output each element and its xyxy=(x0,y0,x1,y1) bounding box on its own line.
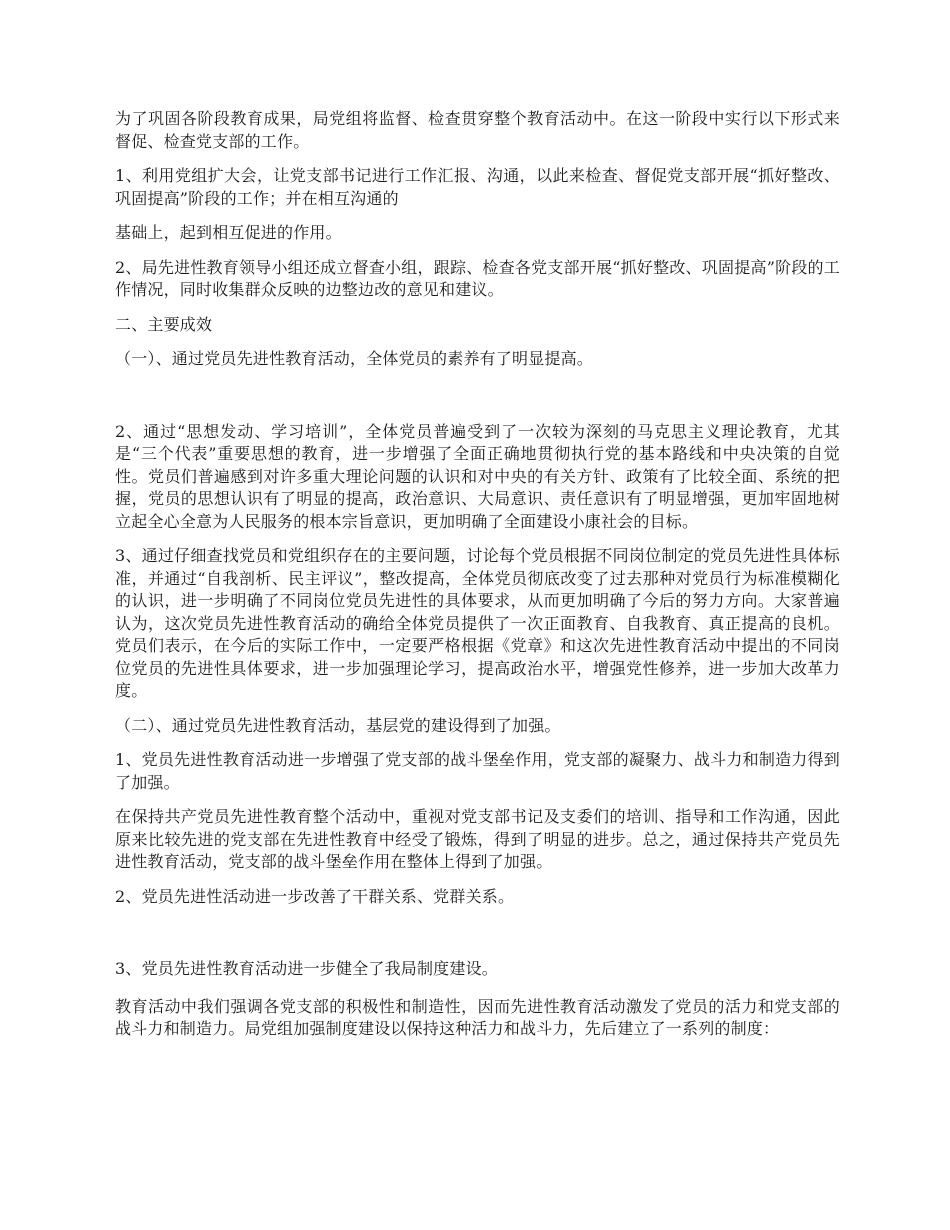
paragraph-party-3: 3、党员先进性教育活动进一步健全了我局制度建设。 xyxy=(115,959,498,978)
paragraph-result-2: 2、通过“思想发动、学习培训”，全体党员普遍受到了一次较为深刻的马克思主义理论教育，尤其是“三个代表”重要思想的教育，进一步增强了全面正确地贯彻执行党的基本路线和中央决策的自觉性。党员们普遍感到对许多重大理论问题的认识和对中央的有关方针、政策有了比较全面、系统的把握，党员的思想认识有了明显的提高，政治意识、大局意识、责任意识有了明显增强，更加牢固地树立起全心全意为人民服务的根本宗旨意识，更加明确了全面建设小康社会的目标。 xyxy=(115,421,840,531)
paragraph-party-detail: 在保持共产党员先进性教育整个活动中，重视对党支部书记及支委们的培训、指导和工作沟通，因此原来比较先进的党支部在先进性教育中经受了锻炼，得到了明显的进步。总之，通过保持共产党员先进性教育活动，党支部的战斗堡垒作用在整体上得到了加强。 xyxy=(115,807,840,871)
paragraph-item-1-cont: 基础上，起到相互促进的作用。 xyxy=(115,223,342,242)
paragraph-party-1: 1、党员先进性教育活动进一步增强了党支部的战斗堡垒作用，党支部的凝聚力、战斗力和制造力得到了加强。 xyxy=(115,750,840,792)
paragraph-institution: 教育活动中我们强调各党支部的积极性和制造性，因而先进性教育活动激发了党员的活力和党支部的战斗力和制造力。局党组加强制度建设以保持这种活力和战斗力，先后建立了一系列的制度： xyxy=(115,996,840,1038)
document-body xyxy=(115,108,840,1041)
subsection-heading-1: （一）、通过党员先进性教育活动，全体党员的素养有了明显提高。 xyxy=(115,349,594,368)
paragraph-result-3: 3、通过仔细查找党员和党组织存在的主要问题，讨论每个党员根据不同岗位制定的党员先进性具体标准，并通过“自我剖析、民主评议”，整改提高，全体党员彻底改变了过去那种对党员行为标准模糊化的认识，进一步明确了不同岗位党员先进性的具体要求，从而更加明确了今后的努力方向。大家普遍认为，这次党员先进性教育活动的确给全体党员提供了一次正面教育、自我教育、真正提高的良机。党员们表示，在今后的实际工作中，一定要严格根据《党章》和这次先进性教育活动中提出的不同岗位党员的先进性具体要求，进一步加强理论学习，提高政治水平，增强党性修养，进一步加大改革力度。 xyxy=(115,546,840,700)
section-heading-main-results: 二、主要成效 xyxy=(115,314,213,334)
paragraph-party-2: 2、党员先进性活动进一步改善了干群关系、党群关系。 xyxy=(115,886,515,906)
paragraph-item-2: 2、局先进性教育领导小组还成立督查小组，跟踪、检查各党支部开展“抓好整改、巩固提高”阶段的工作情况，同时收集群众反映的边整边改的意见和建议。 xyxy=(115,257,840,299)
subsection-heading-2: （二）、通过党员先进性教育活动，基层党的建设得到了加强。 xyxy=(115,715,561,735)
paragraph-item-1: 1、利用党组扩大会，让党支部书记进行工作汇报、沟通，以此来检查、督促党支部开展“抓好整改、巩固提高”阶段的工作；并在相互沟通的 xyxy=(115,166,840,208)
paragraph-intro: 为了巩固各阶段教育成果，局党组将监督、检查贯穿整个教育活动中。在这一阶段中实行以下形式来督促、检查党支部的工作。 xyxy=(115,109,840,151)
